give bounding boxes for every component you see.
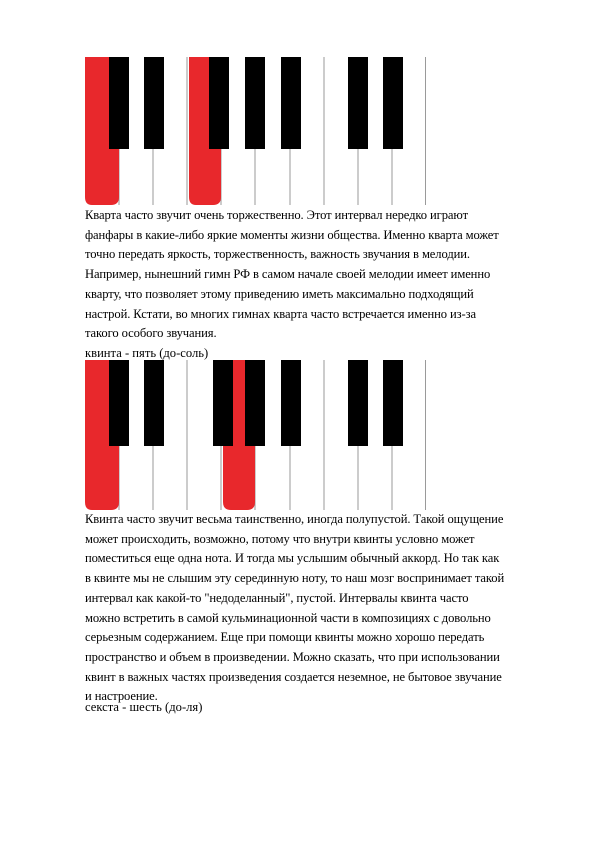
text-line: поместиться еще одна нота. И тогда мы услышим обычный аккорд. Но так как [85, 551, 500, 566]
text-line: такого особого звучания. [85, 326, 217, 341]
text-line: настрой. Кстати, во многих гимнах кварта часто встречается именно из-за [85, 306, 476, 321]
text-line: пространство и объем в произведении. Можно сказать, что при использовании [85, 649, 500, 664]
paragraph-fourth [85, 206, 555, 344]
text-line: точно передать яркость, торжественность, важность звучания в мелодии. [85, 247, 470, 262]
text-line: можно встретить в самой кульминационной части в композициях с довольно [85, 610, 491, 625]
text-line: в квинте мы не слышим эту серединную ноту, то наш мозг воспринимает такой [85, 571, 505, 586]
text-line: Кварта часто звучит очень торжественно. Этот интервал нередко играют [85, 208, 468, 222]
heading-sixth: секста - шесть (до-ля) [85, 700, 203, 714]
heading-fifth: квинта - пять (до-соль) [85, 346, 209, 360]
paragraph-fifth [85, 510, 555, 707]
text-line: серьезным содержанием. Еще при помощи квинты можно хорошо передать [85, 630, 485, 645]
text-line: и настроение. [85, 689, 158, 704]
piano-keyboard-fourth [85, 57, 426, 205]
text-line: фанфары в какие-либо яркие моменты жизни общества. Именно кварта может [85, 227, 499, 242]
text-line: квинт в важных частях произведения создается неземное, не бытовое звучание [85, 669, 502, 684]
text-line: Например, нынешний гимн РФ в самом начале своей мелодии имеет именно [85, 267, 491, 282]
text-line: может происходить, возможно, потому что внутри квинты условно может [85, 531, 475, 546]
black-keys [109, 360, 403, 446]
black-keys [109, 57, 403, 149]
piano-keyboard-fifth [85, 360, 426, 510]
text-line: Квинта часто звучит весьма таинственно, иногда полупустой. Такой ощущение [85, 512, 504, 526]
text-line: кварту, что позволяет этому приведению иметь максимально подходящий [85, 286, 474, 301]
text-line: интервал как какой-то "недоделанный", пустой. Интервалы квинта часто [85, 590, 469, 605]
